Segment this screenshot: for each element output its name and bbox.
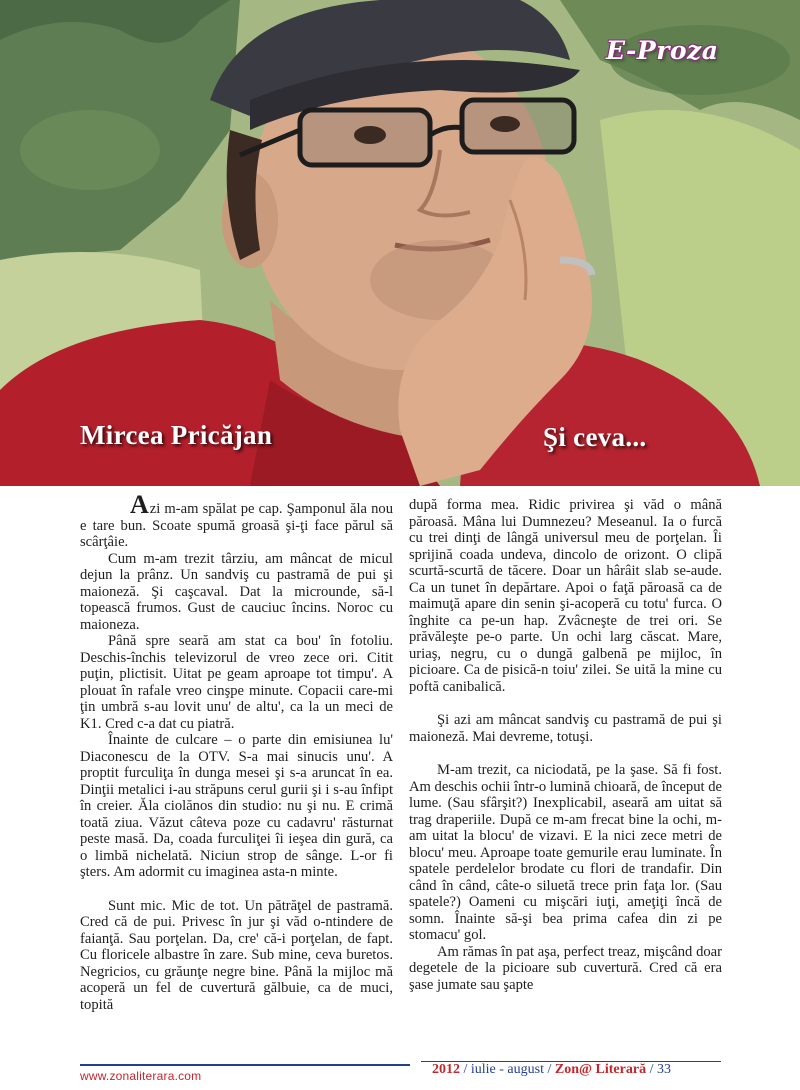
- separator: /: [460, 1062, 471, 1077]
- article-title: Şi ceva...: [543, 422, 647, 452]
- paragraph: M-am trezit, ca niciodată, pe la şase. Să fi fost. Am deschis ochii într-o lumină chioară, de început de lume. (Sau sfârşit?) Inexplicabil, aseară am uitat să trag draperiile. După ce m-am frecat bine la ochi, m-am uitat la blocu' de vizavi. E la nici zece metri de blocu' meu. Aproape toate gemurile erau luminate. În spatele perdelelor brodate cu flori de trandafir. Din când în când, câte-o siluetă trece prin faţa lor. (Sau spatele?) Oameni cu mişcări iuţi, ameţiţi încă de somn. Înainte să-şi bea prima cafea din zi pe stomacu' gol.: [409, 762, 722, 943]
- paragraph: Şi azi am mâncat sandviş cu pastramă de pui şi maioneză. Mai devreme, totuşi.: [409, 712, 722, 745]
- article-column-right: [409, 497, 722, 993]
- section-label: E-Proza: [606, 36, 719, 65]
- separator: /: [544, 1062, 555, 1077]
- paragraph: [80, 490, 393, 551]
- paragraph: Înainte de culcare – o parte din emisiunea lu' Diaconescu de la OTV. S-a mai sinucis unu'. A proptit furculiţa în dunga mesei şi s-a aruncat în ea. Dinţii metalici i-au străpuns cerul gurii şi i s-au înfipt în creier. Ăla ciolănos din studio: nu şi nu. E crimă toată ziua. Văzut câteva poze cu cadavru' răsturnat peste masă. Da, coada furculiţei îi ieşea din gură, ca o limbă nichelată. Niciun strop de sânge. L-or fi şters. Am adormit cu imaginea asta-n minte.: [80, 732, 393, 880]
- separator: /: [646, 1062, 657, 1077]
- paragraph: Am rămas în pat aşa, perfect treaz, mişcând doar degetele de la picioare sub cuvertură. Cred că era şase jumate sau şapte: [409, 943, 722, 993]
- author-portrait-image: [0, 0, 800, 486]
- author-name: Mircea Pricăjan: [80, 420, 273, 450]
- paragraph: Până spre seară am stat ca bou' în fotoliu. Deschis-închis televizorul de vreo zece ori. Citit puţin, plictisit. Uitat pe geam aproape tot timpu'. A plouat în rafale vreo cinşpe minute. Copacii care-mi ţin umbră s-au lovit unu' de altu', ca la un meci de K1. Cred c-a dat cu piatră.: [80, 633, 393, 732]
- magazine-name: Zon@ Literară: [554, 1062, 647, 1077]
- paragraph-text: zi m-am spălat pe cap. Şamponul ăla nou e tare bun. Scoate spumă groasă şi-ţi face părul să scârţâie.: [80, 501, 393, 550]
- page-number: 33: [656, 1062, 671, 1077]
- footer-rule: [80, 1064, 410, 1066]
- drop-cap: A: [130, 490, 149, 519]
- issue-info: [432, 1062, 671, 1078]
- paragraph: după forma mea. Ridic privirea şi văd o mână păroasă. Mâna lui Dumnezeu? Meseanul. Ia o furcă cu trei dinţi de lângă universul meu de porţelan. Îi sprijină coada undeva, dincolo de orizont. O clipă scurtă-scurtă de tăcere. Doar un hârâit slab se-aude. Ca un tunet în depărtare. Apoi o faţă păroasă ca de maimuţă apare din senin şi-acoperă cu totu' furca. O înghite ca pe-un hap. Zvâcneşte de trei ori. Se prăvăleşte pe-o parte. Un ochi larg căscat. Mare, uriaş, negru, cu o dungă galbenă pe mijloc, în picioare. Ca de pisică-n toiu' zilei. Se uită la mine cu poftă canibalică.: [409, 497, 722, 695]
- website-link[interactable]: www.zonaliterara.com: [80, 1069, 202, 1083]
- header-photo: [0, 0, 800, 486]
- issue-year: 2012: [432, 1062, 460, 1077]
- paragraph: Cum m-am trezit târziu, am mâncat de micul dejun la prânz. Un sandviş cu pastramă de pui şi maioneză. Şi caşcaval. Dat la microunde, să-l topească frumos. Gust de cauciuc încins. Noroc cu maioneza.: [80, 550, 393, 633]
- paragraph: Sunt mic. Mic de tot. Un pătrăţel de pastramă. Cred că de pui. Privesc în jur şi văd o-ntindere de faianţă. Sau porţelan. Da, cre' că-i porţelan, de fapt. Cu floricele albastre în zare. Sub mine, ceva buretos. Negricios, cu grăunţe negre bine. Până la mijloc mă acoperă un fel de cuvertură gălbuie, ca de muci, topită: [80, 897, 393, 1013]
- article-column-left: [80, 490, 393, 1013]
- issue-months: iulie - august: [470, 1062, 544, 1077]
